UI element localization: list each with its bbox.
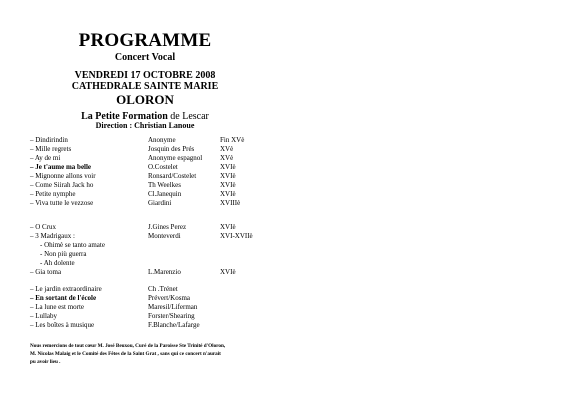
madrigal-title: - Ah dolente <box>40 259 75 267</box>
direction-line: Direction : Christian Lanoue <box>95 121 195 130</box>
piece-composer: Monteverdi <box>148 232 181 240</box>
piece-composer: Maresil/Liferman <box>148 303 198 311</box>
piece-period: XVIè <box>220 172 236 180</box>
piece-title: – Je t'aume ma belle <box>30 163 92 171</box>
piece-period: Fin XVè <box>220 136 245 144</box>
piece-title: – Mignonne allons voir <box>30 172 96 180</box>
piece-composer: Ch .Trénet <box>148 285 178 293</box>
piece-period: XVè <box>220 145 234 153</box>
piece-title: – La lune est morte <box>30 303 85 311</box>
piece-title: – O Crux <box>30 223 57 231</box>
piece-period: XVè <box>220 154 234 162</box>
madrigal-title: - Non più guerra <box>40 250 87 258</box>
piece-composer: Ronsard/Costelet <box>148 172 197 180</box>
concert-subtitle: Concert Vocal <box>114 52 176 63</box>
piece-composer: Giardini <box>148 199 172 207</box>
piece-composer: Anonyme espagnol <box>148 154 203 162</box>
piece-composer: O.Costelet <box>148 163 178 171</box>
page-title: PROGRAMME <box>78 30 212 51</box>
piece-period: XVIè <box>220 181 236 189</box>
piece-title: – Gia toma <box>30 268 62 276</box>
ensemble-location: de Lescar <box>167 111 209 122</box>
piece-title: – Mille regrets <box>30 145 72 153</box>
piece-title: – Petite nymphe <box>30 190 76 198</box>
piece-title: – Le jardin extraordinaire <box>30 285 102 293</box>
concert-venue: CATHEDRALE SAINTE MARIE <box>71 81 219 92</box>
piece-composer: Josquin des Prés <box>148 145 195 153</box>
piece-period: XVIIIè <box>220 199 241 207</box>
piece-composer: L.Marenzio <box>148 268 181 276</box>
piece-title: – 3 Madrigaux : <box>30 232 75 240</box>
piece-composer: Th Weelkes <box>148 181 181 189</box>
acknowledgement-line: M. Nicolas Malaig et le Comité des Fêtes de la Saint Grat , sans qui ce concert n'aurait <box>30 351 221 357</box>
madrigal-title: - Ohimè se tanto amate <box>40 241 105 249</box>
piece-period: XVIè <box>220 268 236 276</box>
acknowledgement-line: Nous remercions de tout cœur M. José Beuxou, Curé de la Paroisse Ste Trinité d'Oloron, <box>30 343 226 349</box>
piece-composer: Cl.Janequin <box>148 190 182 198</box>
piece-title: – Viva tutte le vezzose <box>30 199 94 207</box>
piece-title: – Lullaby <box>30 312 58 320</box>
acknowledgement-line: pu avoir lieu . <box>30 359 61 365</box>
concert-date: VENDREDI 17 OCTOBRE 2008 <box>74 70 216 81</box>
piece-composer: J.Gines Perez <box>148 223 187 231</box>
piece-composer: F.Blanche/Lafarge <box>148 321 200 329</box>
acknowledgement-note <box>30 342 270 366</box>
ensemble-name: La Petite Formation <box>81 111 168 122</box>
piece-title: – Ay de mi <box>30 154 61 162</box>
piece-title: – Les boîtes à musique <box>30 321 95 329</box>
piece-title: – En sortant de l'école <box>30 294 97 302</box>
piece-composer: Forster/Shearing <box>148 312 195 320</box>
piece-period: XVIè <box>220 223 236 231</box>
piece-title: – Dindirindin <box>30 136 68 144</box>
piece-period: XVIè <box>220 190 236 198</box>
piece-title: – Come Siirah Jack ho <box>30 181 94 189</box>
piece-composer: Anonyme <box>148 136 176 144</box>
piece-composer: Prévert/Kosma <box>148 294 190 302</box>
piece-period: XVI-XVIIè <box>220 232 253 240</box>
piece-period: XVIè <box>220 163 236 171</box>
concert-city: OLORON <box>116 92 174 107</box>
